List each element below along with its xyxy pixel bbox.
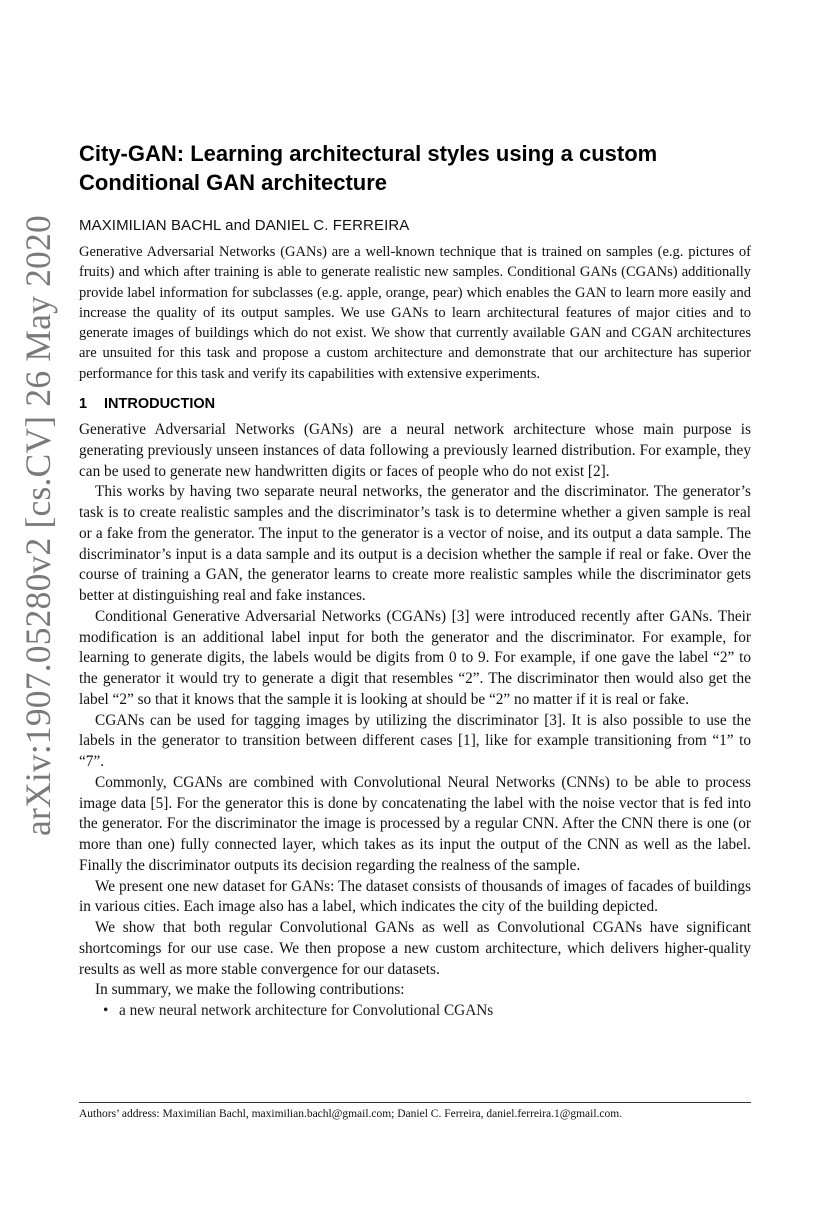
paragraph-6: We present one new dataset for GANs: The dataset consists of thousands of images of facades of buildings in various cities. Each image also has a label, which indicates the city of the building depicted. bbox=[79, 877, 751, 916]
author-address-footnote: Authors’ address: Maximilian Bachl, maximilian.bachl@gmail.com; Daniel C. Ferreira, daniel.ferreira.1@gmail.com. bbox=[79, 1108, 623, 1120]
section-title: INTRODUCTION bbox=[104, 396, 216, 412]
section-heading-introduction bbox=[79, 394, 751, 414]
paragraph-7: We show that both regular Convolutional GANs as well as Convolutional CGANs have significant shortcomings for our use case. We then propose a new custom architecture, which delivers higher-quality results as well as more stable convergence for our datasets. bbox=[79, 919, 751, 978]
paragraph-2: This works by having two separate neural networks, the generator and the discriminator. The generator’s task is to create realistic samples and the discriminator’s task is to determine whether a given sample is real or a fake from the generator. The input to the generator is a vector of noise, and its output a data sample. The discriminator’s input is a data sample and its output is a decision whether the sample if real or fake. Over the course of training a GAN, the generator learns to create more realistic samples while the discriminator gets better at distinguishing real and fake instances. bbox=[79, 483, 751, 604]
paragraph-1: Generative Adversarial Networks (GANs) are a neural network architecture whose main purpose is generating previously unseen instances of data following a previously learned distribution. For example, they can be used to generate new handwritten digits or faces of people who do not exist [2]. bbox=[79, 421, 751, 480]
bullet-icon: • bbox=[103, 1002, 109, 1019]
arxiv-identifier-stamp: arXiv:1907.05280v2 [cs.CV] 26 May 2020 bbox=[18, 215, 58, 836]
paper-title-line-2: Conditional GAN architecture bbox=[79, 170, 388, 195]
paragraph-4: CGANs can be used for tagging images by utilizing the discriminator [3]. It is also possible to use the labels in the generator to transition between different cases [1], like for example transitioning from “1” to “7”. bbox=[79, 711, 751, 770]
list-item bbox=[79, 1001, 751, 1022]
abstract: Generative Adversarial Networks (GANs) are a well-known technique that is trained on samples (e.g. pictures of fruits) and which after training is able to generate realistic new samples. Conditional GANs (CGANs) additionally provide label information for subclasses (e.g. apple, orange, pear) which enables the GAN to learn more easily and increase the quality of its output samples. We use GANs to learn architectural features of major cities and to generate images of buildings which do not exist. We show that currently available GAN and CGAN architectures are unsuited for this task and propose a custom architecture and demonstrate that our architecture has superior performance for this task and verify its capabilities with extensive experiments. bbox=[79, 244, 751, 382]
paragraph-8: In summary, we make the following contributions: bbox=[95, 981, 405, 999]
contributions-list bbox=[79, 1001, 751, 1022]
paper-title bbox=[79, 139, 751, 197]
paper-title-line-1: City-GAN: Learning architectural styles using a custom bbox=[79, 141, 658, 166]
introduction-body bbox=[79, 420, 751, 1022]
section-number: 1 bbox=[79, 396, 88, 412]
author-list: MAXIMILIAN BACHL and DANIEL C. FERREIRA bbox=[79, 217, 410, 234]
paragraph-3: Conditional Generative Adversarial Networks (CGANs) [3] were introduced recently after GANs. Their modification is an additional label input for both the generator and the discriminator. For example, for learning to generate digits, the labels would be digits from 0 to 9. For example, if one gave the label “2” to the generator it would try to generate a digit that resembles “2”. The discriminator then would also get the label “2” so that it knows that the sample it is looking at should be “2” no matter if it is real or fake. bbox=[79, 607, 751, 708]
footnote-divider bbox=[79, 1102, 751, 1103]
paragraph-5: Commonly, CGANs are combined with Convolutional Neural Networks (CNNs) to be able to process image data [5]. For the generator this is done by concatenating the label with the noise vector that is fed into the generator. For the discriminator the image is processed by a regular CNN. After the CNN there is one (or more than one) fully connected layer, which takes as its input the output of the CNN as well as the label. Finally the discriminator outputs its decision regarding the realness of the sample. bbox=[79, 773, 751, 874]
contribution-text: a new neural network architecture for Convolutional CGANs bbox=[119, 1002, 494, 1019]
